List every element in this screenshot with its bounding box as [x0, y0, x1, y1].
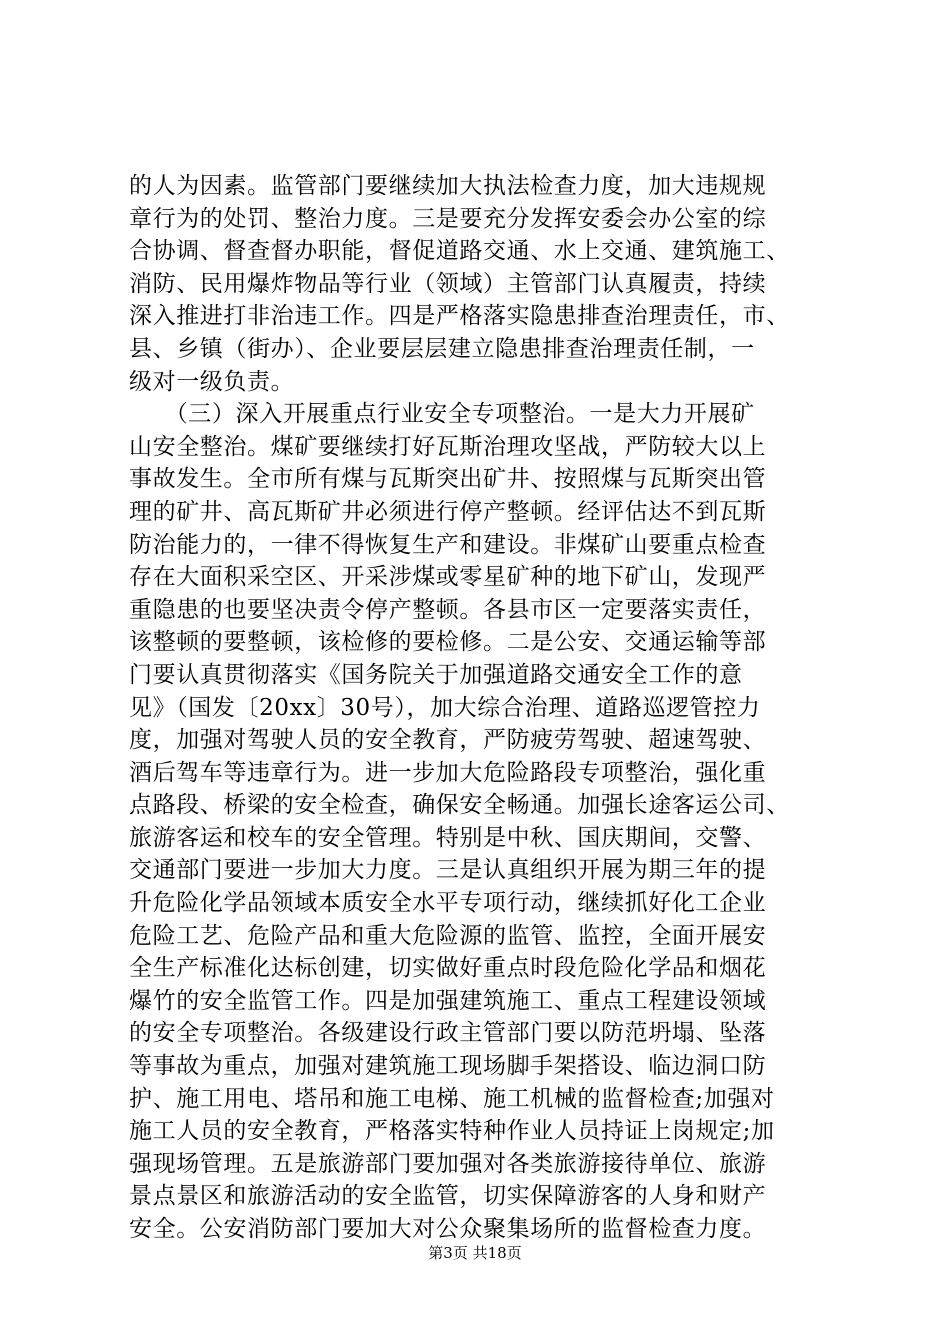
text-line: 等事故为重点，加强对建筑施工现场脚手架搭设、临边洞口防 — [129, 1053, 767, 1080]
text-line: 级对一级负责。 — [129, 368, 295, 395]
text-line: 山安全整治。煤矿要继续打好瓦斯治理攻坚战，严防较大以上 — [129, 433, 767, 460]
text-line: 深入推进打非治违工作。四是严格落实隐患排查治理责任，市、 — [129, 303, 790, 330]
text-line: 升危险化学品领域本质安全水平专项行动，继续抓好化工企业 — [129, 890, 767, 917]
text-line: 旅游客运和校车的安全管理。特别是中秋、国庆期间，交警、 — [129, 824, 767, 851]
text-line: 强现场管理。五是旅游部门要加强对各类旅游接待单位、旅游 — [129, 1150, 767, 1177]
text-line: 章行为的处罚、整治力度。三是要充分发挥安委会办公室的综 — [129, 205, 767, 232]
text-line: 度，加强对驾驶人员的安全教育，严防疲劳驾驶、超速驾驶、 — [129, 727, 767, 754]
text-line: 全生产标准化达标创建，切实做好重点时段危险化学品和烟花 — [129, 955, 767, 982]
text-line: 危险工艺、危险产品和重大危险源的监管、监控，全面开展安 — [129, 922, 767, 949]
text-line: 县、乡镇（街办）、企业要层层建立隐患排查治理责任制，一 — [129, 335, 755, 362]
text-line: 理的矿井、高瓦斯矿井必须进行停产整顿。经评估达不到瓦斯 — [129, 498, 767, 525]
page-number-footer: 第3页 共18页 — [428, 1244, 522, 1262]
text-line: 合协调、督查督办职能，督促道路交通、水上交通、建筑施工、 — [129, 238, 790, 265]
body-text — [129, 170, 829, 1246]
text-line: 酒后驾车等违章行为。进一步加大危险路段专项整治，强化重 — [129, 759, 767, 786]
text-line: 施工人员的安全教育，严格落实特种作业人员持证上岗规定;加 — [129, 1118, 775, 1145]
text-line: 见》（国发〔20xx〕30号），加大综合治理、道路巡逻管控力 — [129, 694, 761, 721]
text-line: 点路段、桥梁的安全检查，确保安全畅通。加强长途客运公司、 — [129, 792, 790, 819]
text-line: 防治能力的，一律不得恢复生产和建设。非煤矿山要重点检查 — [129, 531, 767, 558]
text-line: 存在大面积采空区、开采涉煤或零星矿种的地下矿山，发现严 — [129, 564, 767, 591]
text-line: 重隐患的也要坚决责令停产整顿。各县市区一定要落实责任， — [129, 596, 767, 623]
text-line: 交通部门要进一步加大力度。三是认真组织开展为期三年的提 — [129, 857, 767, 884]
text-line: 安全。公安消防部门要加大对公众聚集场所的监督检查力度。 — [129, 1216, 767, 1242]
text-line: 的安全专项整治。各级建设行政主管部门要以防范坍塌、坠落 — [129, 1020, 767, 1047]
text-line: 消防、民用爆炸物品等行业（领域）主管部门认真履责，持续 — [129, 270, 767, 297]
text-line: 爆竹的安全监管工作。四是加强建筑施工、重点工程建设领域 — [129, 987, 767, 1014]
text-line: （三）深入开展重点行业安全专项整治。一是大力开展矿 — [129, 401, 755, 428]
text-line: 景点景区和旅游活动的安全监管，切实保障游客的人身和财产 — [129, 1183, 767, 1210]
text-line: 事故发生。全市所有煤与瓦斯突出矿井、按照煤与瓦斯突出管 — [129, 466, 767, 493]
text-line: 护、施工用电、塔吊和施工电梯、施工机械的监督检查;加强对 — [129, 1085, 775, 1112]
text-line: 该整顿的要整顿，该检修的要检修。二是公安、交通运输等部 — [129, 629, 767, 656]
text-line: 门要认真贯彻落实《国务院关于加强道路交通安全工作的意 — [129, 661, 743, 688]
text-line: 的人为因素。监管部门要继续加大执法检查力度，加大违规规 — [129, 173, 767, 199]
